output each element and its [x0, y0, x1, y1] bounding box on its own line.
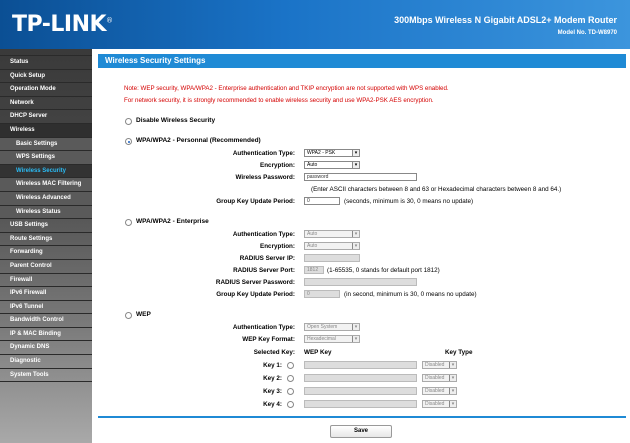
password-hint: (Enter ASCII characters between 8 and 63 or Hexadecimal characters between 8 and 64.)	[311, 186, 562, 193]
personal-gk-hint: (seconds, minimum is 30, 0 means no update)	[344, 198, 474, 205]
radius-port-input[interactable]: 1812	[304, 266, 324, 274]
model-number: Model No. TD-W8970	[557, 30, 617, 36]
enterprise-gk-input[interactable]: 0	[304, 290, 340, 298]
personal-auth-label: Authentication Type:	[232, 150, 295, 157]
radius-ip-label: RADIUS Server IP:	[239, 255, 295, 262]
wep-auth-select[interactable]: Open System ▾	[304, 323, 360, 331]
sidebar-item-firewall[interactable]: Firewall	[0, 274, 92, 288]
radius-password-label: RADIUS Server Password:	[215, 279, 295, 286]
sidebar-item-operation-mode[interactable]: Operation Mode	[0, 83, 92, 97]
wep-label: WEP	[136, 311, 151, 318]
sidebar-item-wps-settings[interactable]: WPS Settings	[0, 151, 92, 165]
chevron-down-icon: ▾	[352, 324, 359, 330]
key-1-radio[interactable]	[287, 362, 294, 369]
wep-format-label: WEP Key Format:	[242, 336, 295, 343]
chevron-down-icon: ▾	[352, 231, 359, 237]
enterprise-encryption-label: Encryption:	[260, 243, 295, 250]
key-2-input[interactable]	[304, 374, 417, 382]
personal-encryption-select[interactable]: Auto ▾	[304, 161, 360, 169]
sidebar-item-parent-control[interactable]: Parent Control	[0, 260, 92, 274]
key-4-type-select[interactable]: Disabled ▾	[422, 400, 457, 408]
enterprise-gk-label: Group Key Update Period:	[216, 291, 295, 298]
sidebar-item-dhcp-server[interactable]: DHCP Server	[0, 110, 92, 124]
chevron-down-icon: ▾	[449, 388, 456, 394]
sidebar-menu	[0, 49, 92, 443]
sidebar-item-bandwidth-control[interactable]: Bandwidth Control	[0, 314, 92, 328]
chevron-down-icon: ▾	[449, 375, 456, 381]
sidebar-item-wireless-advanced[interactable]: Wireless Advanced	[0, 192, 92, 206]
sidebar-item-dynamic-dns[interactable]: Dynamic DNS	[0, 341, 92, 355]
disable-security-radio[interactable]	[125, 118, 132, 125]
key-2-label: Key 2:	[263, 375, 282, 382]
enterprise-gk-hint: (in second, minimum is 30, 0 means no update)	[344, 291, 477, 298]
key-1-type-select[interactable]: Disabled ▾	[422, 361, 457, 369]
key-4-label: Key 4:	[263, 401, 282, 408]
sidebar-item-usb-settings[interactable]: USB Settings	[0, 219, 92, 233]
sidebar-item-ip-mac-binding[interactable]: IP & MAC Binding	[0, 328, 92, 342]
wpa-personal-label: WPA/WPA2 - Personnal (Recommended)	[136, 137, 261, 144]
wireless-password-label: Wireless Password:	[235, 174, 295, 181]
radius-password-input[interactable]	[304, 278, 417, 286]
personal-auth-select[interactable]: WPA2 - PSK ▾	[304, 149, 360, 157]
key-3-label: Key 3:	[263, 388, 282, 395]
sidebar-item-wireless-security[interactable]: Wireless Security	[0, 165, 92, 179]
enterprise-auth-select[interactable]: Auto ▾	[304, 230, 360, 238]
sidebar-item-wireless[interactable]: Wireless	[0, 124, 92, 138]
chevron-down-icon: ▾	[352, 336, 359, 342]
chevron-down-icon: ▾	[352, 162, 359, 168]
chevron-down-icon: ▾	[352, 243, 359, 249]
key-3-input[interactable]	[304, 387, 417, 395]
enterprise-encryption-select[interactable]: Auto ▾	[304, 242, 360, 250]
key-4-radio[interactable]	[287, 401, 294, 408]
sidebar-item-wireless-mac-filtering[interactable]: Wireless MAC Filtering	[0, 178, 92, 192]
key-1-label: Key 1:	[263, 362, 282, 369]
wep-key-column-header: WEP Key	[304, 349, 332, 356]
sidebar-item-quick-setup[interactable]: Quick Setup	[0, 70, 92, 84]
personal-gk-input[interactable]: 0	[304, 197, 340, 205]
key-4-input[interactable]	[304, 400, 417, 408]
chevron-down-icon: ▾	[449, 401, 456, 407]
key-type-column-header: Key Type	[445, 349, 473, 356]
sidebar-item-route-settings[interactable]: Route Settings	[0, 233, 92, 247]
key-2-type-select[interactable]: Disabled ▾	[422, 374, 457, 382]
sidebar-item-ipv6-firewall[interactable]: IPv6 Firewall	[0, 287, 92, 301]
sidebar-item-wireless-status[interactable]: Wireless Status	[0, 206, 92, 220]
sidebar-item-system-tools[interactable]: System Tools	[0, 369, 92, 383]
wep-format-select[interactable]: Hexadecimal ▾	[304, 335, 360, 343]
wireless-password-input[interactable]: password	[304, 173, 417, 181]
chevron-down-icon: ▾	[449, 362, 456, 368]
enterprise-auth-label: Authentication Type:	[232, 231, 295, 238]
radius-ip-input[interactable]	[304, 254, 360, 262]
key-3-radio[interactable]	[287, 388, 294, 395]
radius-port-hint: (1-65535, 0 stands for default port 1812)	[327, 267, 440, 274]
page-title: Wireless Security Settings	[98, 54, 626, 68]
sidebar-item-forwarding[interactable]: Forwarding	[0, 246, 92, 260]
security-recommendation: For network security, it is strongly recommended to enable wireless security and use WPA2-PSK AES encryption.	[124, 97, 434, 104]
sidebar-item-status[interactable]: Status	[0, 56, 92, 70]
key-1-input[interactable]	[304, 361, 417, 369]
tp-link-logo: TP-LINK®	[12, 12, 113, 37]
wep-radio[interactable]	[125, 312, 132, 319]
save-button[interactable]: Save	[330, 425, 392, 438]
footer-divider	[98, 416, 626, 418]
personal-gk-label: Group Key Update Period:	[216, 198, 295, 205]
selected-key-label: Selected Key:	[253, 349, 295, 356]
sidebar-item-basic-settings[interactable]: Basic Settings	[0, 138, 92, 152]
personal-encryption-label: Encryption:	[260, 162, 295, 169]
wpa-personal-radio[interactable]	[125, 138, 132, 145]
wps-note: Note: WEP security, WPA/WPA2 - Enterprise authentication and TKIP encryption are not supported with WPS enabled.	[124, 85, 449, 92]
header-banner	[0, 0, 630, 49]
sidebar-item-diagnostic[interactable]: Diagnostic	[0, 355, 92, 369]
wep-auth-label: Authentication Type:	[232, 324, 295, 331]
sidebar-item-ipv6-tunnel[interactable]: IPv6 Tunnel	[0, 301, 92, 315]
product-name: 300Mbps Wireless N Gigabit ADSL2+ Modem Router	[394, 15, 617, 25]
wpa-enterprise-radio[interactable]	[125, 219, 132, 226]
main-content	[92, 49, 630, 443]
disable-security-label: Disable Wireless Security	[136, 117, 216, 124]
radius-port-label: RADIUS Server Port:	[233, 267, 295, 274]
chevron-down-icon: ▾	[352, 150, 359, 156]
key-2-radio[interactable]	[287, 375, 294, 382]
key-3-type-select[interactable]: Disabled ▾	[422, 387, 457, 395]
sidebar-item-network[interactable]: Network	[0, 97, 92, 111]
wpa-enterprise-label: WPA/WPA2 - Enterprise	[136, 218, 209, 225]
